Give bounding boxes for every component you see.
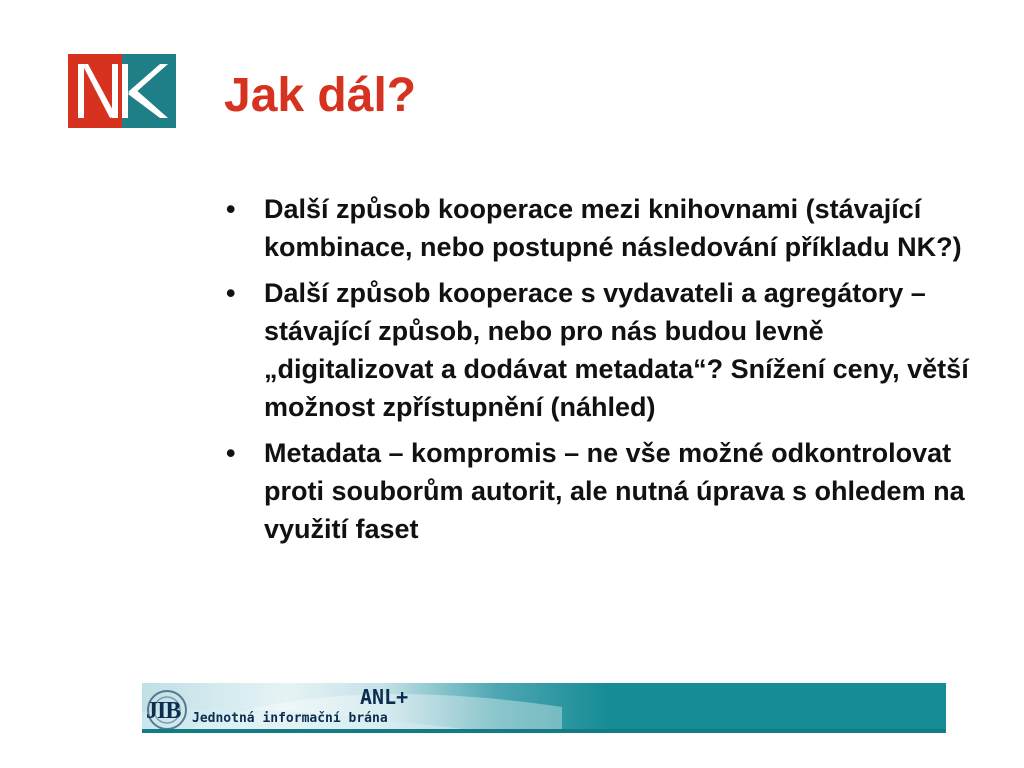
anl-label: ANL+	[360, 685, 409, 709]
nk-logo	[68, 54, 176, 128]
footer-banner	[142, 683, 946, 733]
bullet-text: Další způsob kooperace mezi knihovnami (stávající kombinace, nebo postupné následování příkladu NK?)	[264, 194, 962, 262]
letter-k-icon	[122, 54, 176, 128]
nk-logo-n-panel	[68, 54, 122, 128]
nk-logo-k-panel	[122, 54, 176, 128]
jib-subtitle: Jednotná informační brána	[192, 711, 388, 726]
bullet-list	[226, 190, 986, 556]
bullet-item	[226, 434, 986, 548]
letter-n-icon	[68, 54, 122, 128]
bullet-marker: •	[226, 438, 236, 468]
bullet-item	[226, 274, 986, 426]
bullet-text: Další způsob kooperace s vydavateli a agregátory – stávající způsob, nebo pro nás budou levně „digitalizovat a dodávat metadata“? Snížení ceny, větší možnost zpřístupnění (náhled)	[264, 278, 969, 422]
bullet-text: Metadata – kompromis – ne vše možné odkontrolovat proti souborům autorit, ale nutná úprava s ohledem na využití faset	[264, 438, 965, 544]
bullet-marker: •	[226, 278, 236, 308]
bullet-marker: •	[226, 194, 236, 224]
banner-bottom-bar	[142, 729, 946, 733]
jib-label: JIB	[146, 698, 181, 724]
slide-title: Jak dál?	[224, 69, 417, 122]
bullet-item	[226, 190, 986, 266]
